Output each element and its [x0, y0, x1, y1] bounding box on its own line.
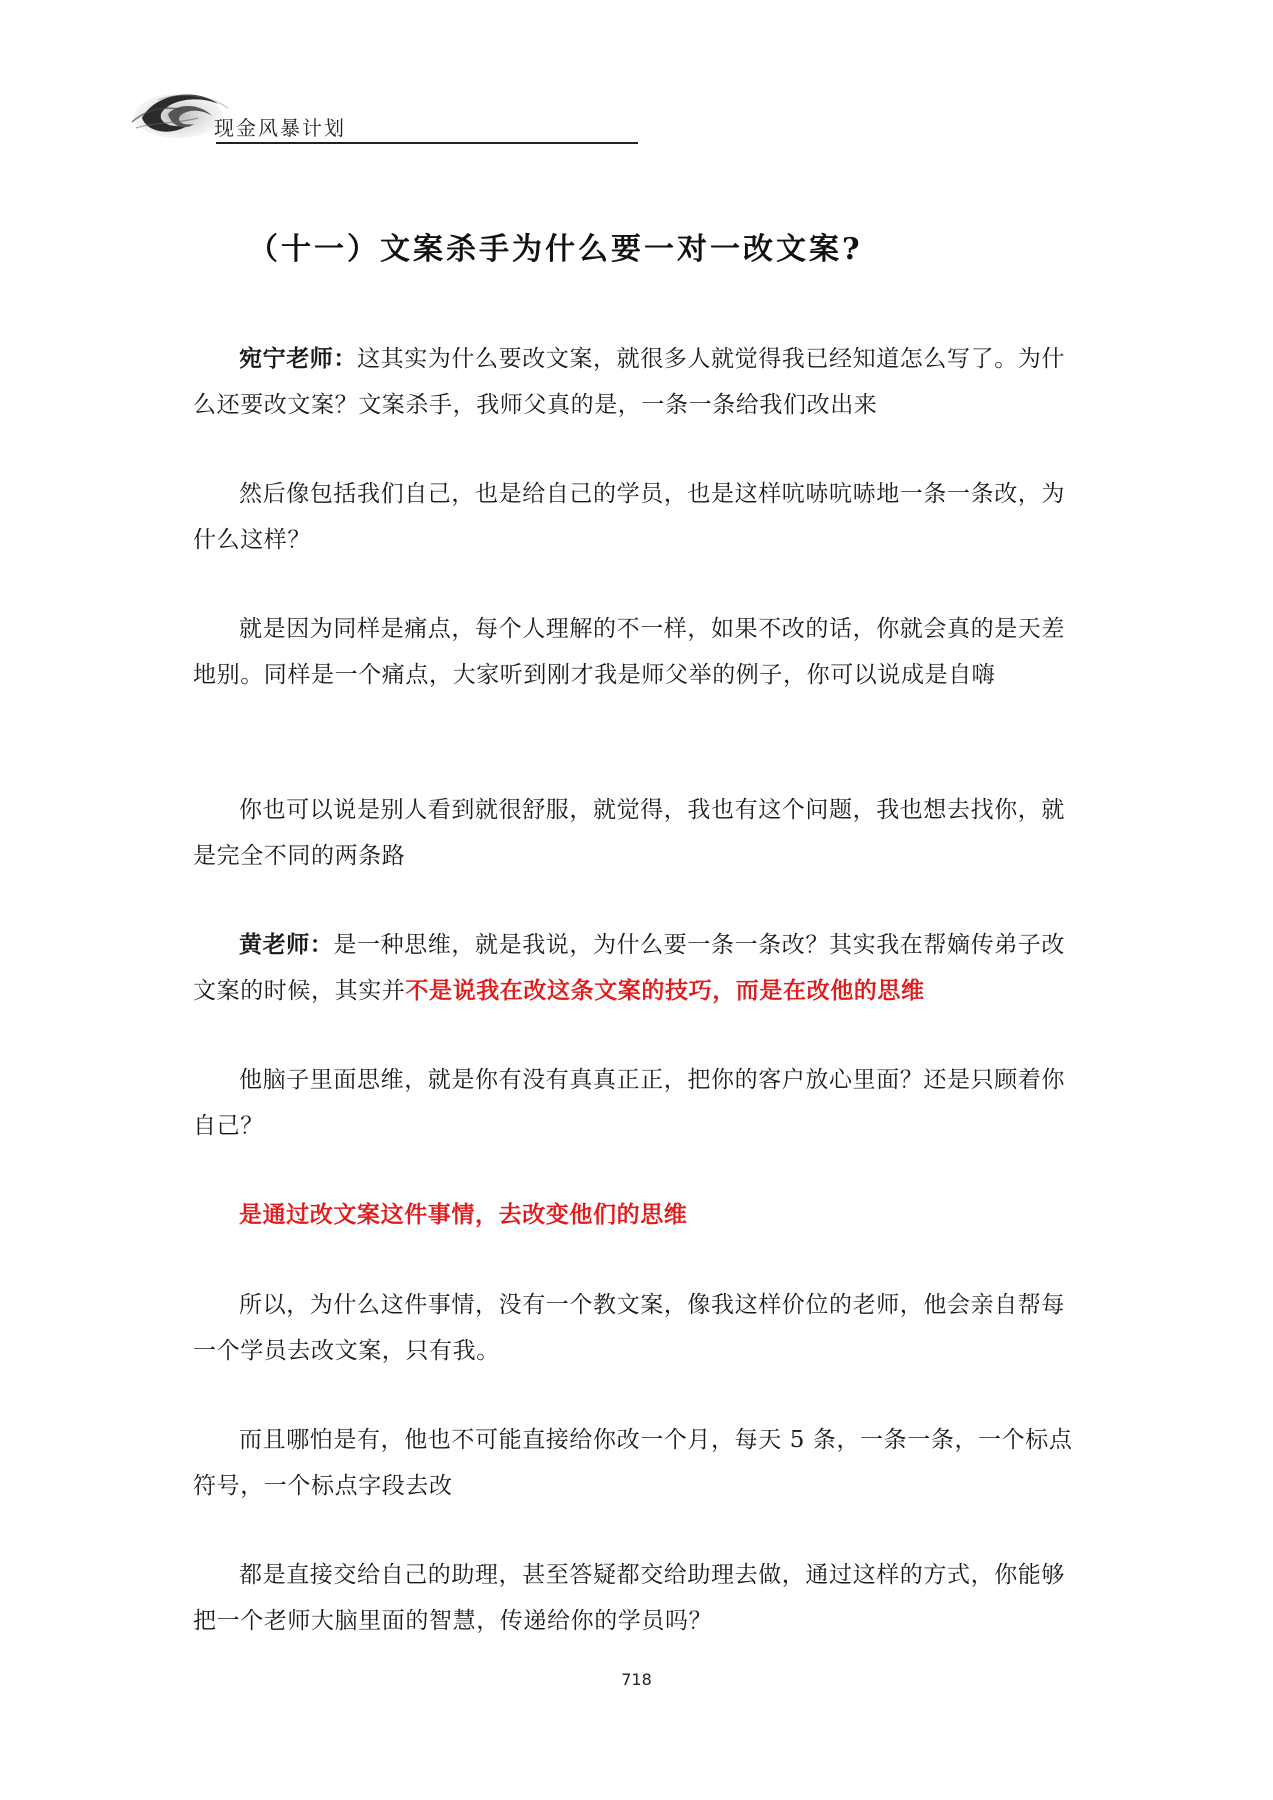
paragraph-7 [193, 1192, 1083, 1238]
paragraph-text: 就是因为同样是痛点，每个人理解的不一样，如果不改的话，你就会真的是天差地别。同样是一个痛点，大家听到刚才我是师父举的例子，你可以说成是自嗨 [193, 616, 1065, 688]
paragraph-8 [193, 1282, 1083, 1374]
paragraph-text: 都是直接交给自己的助理，甚至答疑都交给助理去做，通过这样的方式，你能够把一个老师大脑里面的智慧，传递给你的学员吗？ [193, 1562, 1065, 1634]
section-title: （十一）文案杀手为什么要一对一改文案? [248, 232, 863, 267]
paragraph-5 [193, 922, 1083, 1014]
page-header [128, 78, 638, 148]
speaker-label: 宛宁老师： [239, 345, 357, 372]
paragraph-10 [193, 1552, 1083, 1644]
header-divider [216, 142, 638, 144]
paragraph-text: 而且哪怕是有，他也不可能直接给你改一个月，每天 5 条，一条一条，一个标点符号，一个标点字段去改 [193, 1427, 1073, 1499]
paragraph-1 [193, 336, 1083, 428]
paragraph-text: 然后像包括我们自己，也是给自己的学员，也是这样吭哧吭哧地一条一条改，为什么这样？ [193, 481, 1065, 553]
paragraph-text: 他脑子里面思维，就是你有没有真真正正，把你的客户放心里面？还是只顾着你自己？ [193, 1067, 1065, 1139]
paragraph-text: 所以，为什么这件事情，没有一个教文案，像我这样价位的老师，他会亲自帮每一个学员去改文案，只有我。 [193, 1292, 1065, 1364]
paragraph-2 [193, 471, 1083, 563]
highlighted-text: 是通过改文案这件事情，去改变他们的思维 [239, 1201, 688, 1228]
paragraph-6 [193, 1057, 1083, 1149]
brand-name: 现金风暴计划 [214, 116, 346, 140]
paragraph-9 [193, 1417, 1083, 1509]
page-number: 718 [621, 1670, 652, 1689]
paragraph-text: 是一种思维，就是我说，为什么要一条一条改？其实我在帮嫡传弟子改文案的时候，其实并 [193, 932, 1066, 1004]
paragraph-text: 你也可以说是别人看到就很舒服，就觉得，我也有这个问题，我也想去找你，就是完全不同的两条路 [193, 797, 1065, 869]
speaker-label: 黄老师： [239, 931, 334, 958]
paragraph-3 [193, 606, 1083, 698]
highlighted-text: 不是说我在改这条文案的技巧，而是在改他的思维 [405, 977, 925, 1004]
paragraph-text: 这其实为什么要改文案，就很多人就觉得我已经知道怎么写了。为什么还要改文案？文案杀手，我师父真的是，一条一条给我们改出来 [193, 346, 1065, 418]
paragraph-4 [193, 787, 1083, 879]
